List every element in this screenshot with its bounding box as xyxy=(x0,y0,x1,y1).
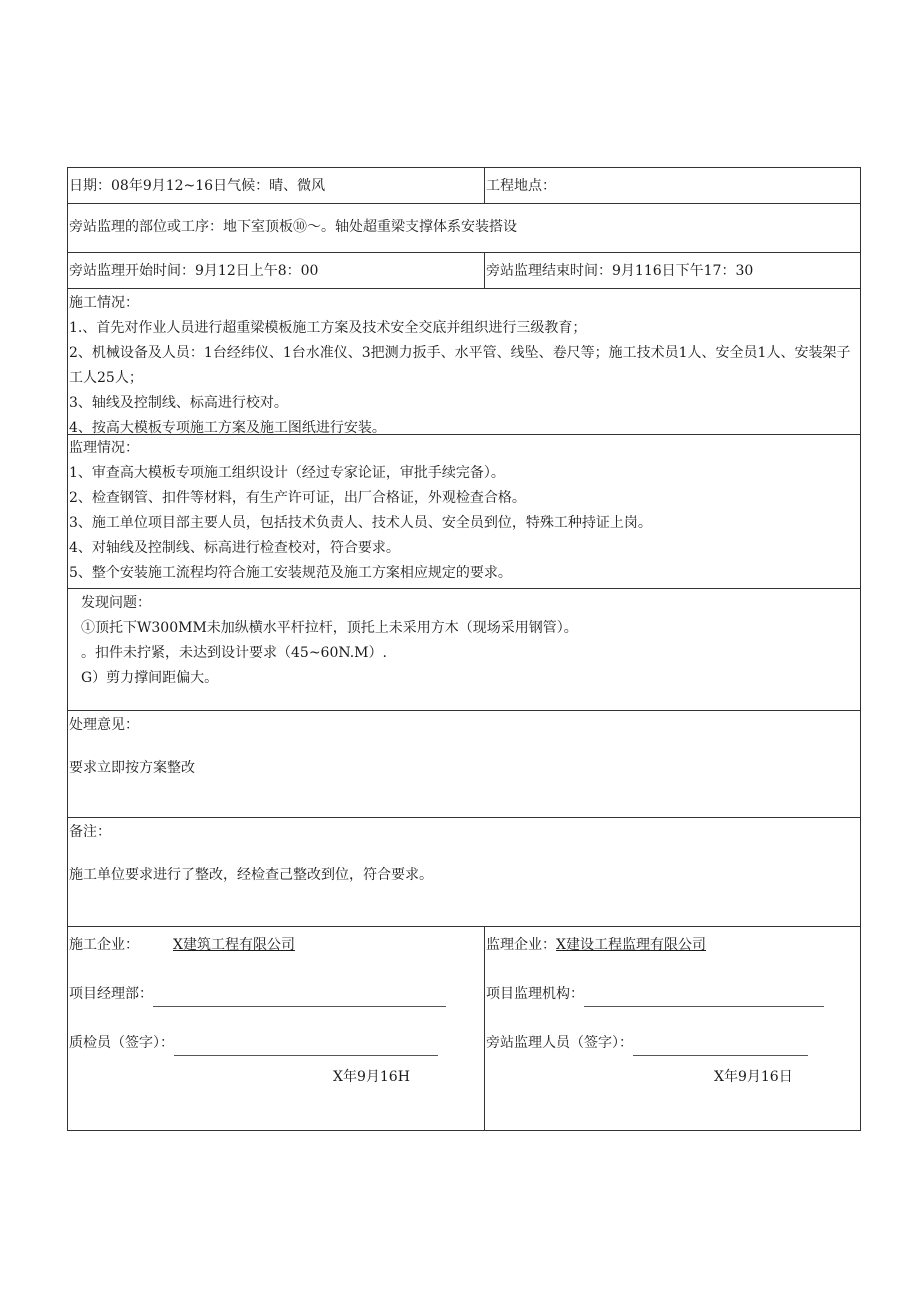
supervision-heading: 监理情况： xyxy=(69,440,139,456)
remarks-section xyxy=(67,817,861,926)
construction-heading: 施工情况： xyxy=(69,295,139,311)
construction-item: 2、机械设备及人员：1台经纬仪、1台水准仪、3把测力扳手、水平管、线坠、卷尺等；施工技术员1人、安全员1人、安装架子工人25人； xyxy=(69,345,851,386)
position-text: 旁站监理的部位或工序：地下室顶板⑩～。轴处超重梁支撑体系安装搭设 xyxy=(69,219,517,235)
supervisor-cell xyxy=(485,927,860,1130)
inspection-record-table xyxy=(67,167,861,1131)
construction-item: 3、轴线及控制线、标高进行校对。 xyxy=(69,395,288,411)
supervision-section xyxy=(67,434,861,588)
supervisor-label: 监理企业： xyxy=(486,937,556,953)
end-time-text: 旁站监理结束时间：9月116日下午17：30 xyxy=(486,263,754,279)
qc-signature-line[interactable] xyxy=(174,1039,438,1056)
project-manager-label: 项目经理部： xyxy=(69,986,153,1002)
contractor-label: 施工企业： xyxy=(69,937,139,953)
supervision-item: 5、整个安装施工流程均符合施工安装规范及施工方案相应规定的要求。 xyxy=(69,565,512,581)
supervisor-name: X建设工程监理有限公司 xyxy=(556,937,706,953)
problem-item: ①顶托下W300MM未加纵横水平杆拉杆，顶托上未采用方木（现场采用钢管）。 xyxy=(81,620,578,636)
position-row xyxy=(67,203,861,252)
contractor-name: X建筑工程有限公司 xyxy=(173,937,295,953)
start-time-cell xyxy=(68,253,485,288)
problem-item: G）剪力撑间距偏大。 xyxy=(81,670,219,686)
time-row xyxy=(67,252,861,288)
handling-text: 要求立即按方案整改 xyxy=(69,760,195,776)
supervision-org-label: 项目监理机构： xyxy=(486,986,584,1002)
location-cell xyxy=(485,168,860,203)
contractor-cell xyxy=(68,927,485,1130)
supervision-item: 4、对轴线及控制线、标高进行检查校对，符合要求。 xyxy=(69,540,400,556)
date-weather-text: 日期：08年9月12~16日气候：晴、微风 xyxy=(69,178,326,194)
supervision-org-signature-line[interactable] xyxy=(584,990,824,1007)
date-location-row xyxy=(67,167,861,203)
qc-signature-label: 质检员（签字）： xyxy=(69,1035,174,1051)
remarks-heading: 备注： xyxy=(69,824,111,840)
construction-section xyxy=(67,288,861,434)
supervisor-date: X年9月16日 xyxy=(714,1069,793,1085)
construction-item: 1.、首先对作业人员进行超重梁模板施工方案及技术安全交底并组织进行三级教育； xyxy=(69,320,587,336)
start-time-text: 旁站监理开始时间：9月12日上午8：00 xyxy=(69,263,319,279)
signature-row xyxy=(67,926,861,1131)
end-time-cell xyxy=(485,253,860,288)
problems-section xyxy=(67,588,861,710)
problem-item: 。扣件未拧紧，未达到设计要求（45~60N.M）. xyxy=(81,645,387,661)
handling-section xyxy=(67,710,861,817)
supervisor-signature-label: 旁站监理人员（签字）： xyxy=(486,1035,633,1051)
supervisor-signature-line[interactable] xyxy=(633,1039,808,1056)
construction-item: 4、按高大模板专项施工方案及施工图纸进行安装。 xyxy=(69,420,386,436)
supervision-item: 2、检查钢管、扣件等材料，有生产许可证，出厂合格证，外观检查合格。 xyxy=(69,490,526,506)
location-label: 工程地点： xyxy=(486,178,556,194)
supervision-item: 3、施工单位项目部主要人员，包括技术负责人、技术人员、安全员到位，特殊工种持证上岗。 xyxy=(69,515,652,531)
supervision-item: 1、审查高大模板专项施工组织设计（经过专家论证，审批手续完备）。 xyxy=(69,465,505,481)
problems-heading: 发现问题： xyxy=(81,595,151,611)
remarks-text: 施工单位要求进行了整改，经检查己整改到位，符合要求。 xyxy=(69,867,433,883)
contractor-date: X年9月16H xyxy=(333,1069,410,1085)
date-cell xyxy=(68,168,485,203)
handling-heading: 处理意见： xyxy=(69,717,139,733)
project-manager-signature-line[interactable] xyxy=(153,990,446,1007)
